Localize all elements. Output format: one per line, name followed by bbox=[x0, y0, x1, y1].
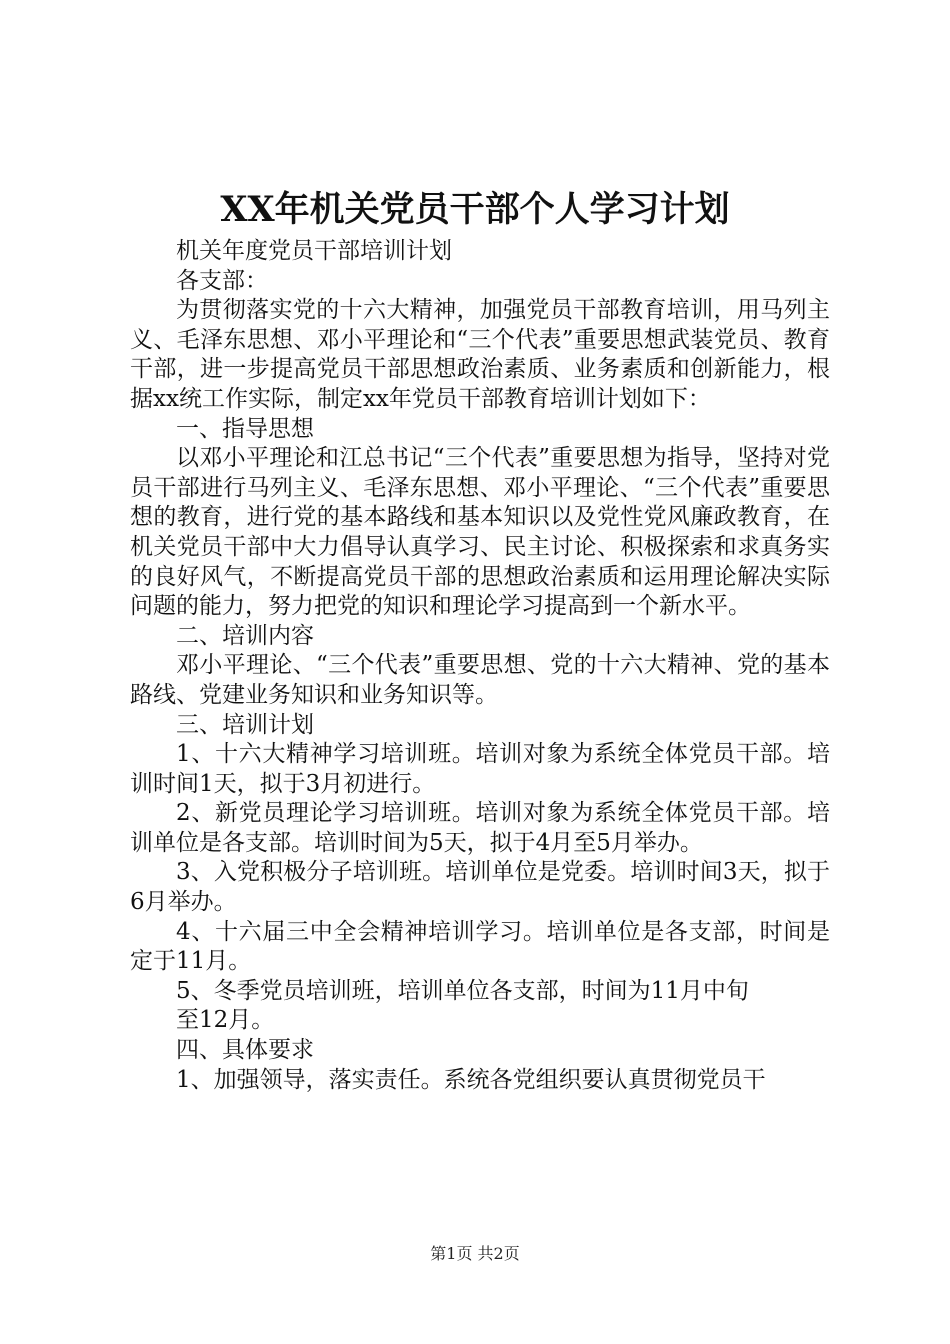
section-heading-1: 一、指导思想 bbox=[176, 415, 314, 442]
requirement-item-1: 1、加强领导，落实责任。系统各党组织要认真贯彻党员干 bbox=[176, 1066, 766, 1093]
paragraph-training-content: 邓小平理论、“三个代表”重要思想、党的十六大精神、党的基本路线、党建业务知识和业务知识等。 bbox=[130, 652, 830, 708]
paragraph-subtitle: 机关年度党员干部培训计划 bbox=[176, 238, 452, 264]
paragraph-intro: 为贯彻落实党的十六大精神，加强党员干部教育培训，用马列主义、毛泽东思想、邓小平理论和“三个代表”重要思想武装党员、教育干部，进一步提高党员干部思想政治素质、业务素质和创新能力，根据xx统工作实际，制定xx年党员干部教育培训计划如下： bbox=[130, 297, 830, 412]
section-heading-2: 二、培训内容 bbox=[176, 622, 314, 649]
document-title: XX年机关党员干部个人学习计划 bbox=[220, 189, 730, 230]
paragraph-guiding-ideology: 以邓小平理论和江总书记“三个代表”重要思想为指导，坚持对党员干部进行马列主义、毛泽东思想、邓小平理论、“三个代表”重要思想的教育，进行党的基本路线和基本知识以及党性党风廉政教育，在机关党员干部中大力倡导认真学习、民主讨论、积极探索和求真务实的良好风气，不断提高党员干部的思想政治素质和运用理论解决实际问题的能力，努力把党的知识和理论学习提高到一个新水平。 bbox=[130, 445, 830, 620]
plan-item-4: 4、十六届三中全会精神培训学习。培训单位是各支部，时间是定于11月。 bbox=[130, 918, 830, 975]
plan-item-5: 5、冬季党员培训班，培训单位各支部，时间为11月中旬 bbox=[176, 977, 749, 1004]
plan-item-5-continued: 至12月。 bbox=[176, 1007, 275, 1034]
plan-item-2: 2、新党员理论学习培训班。培训对象为系统全体党员干部。培训单位是各支部。培训时间为5天，拟于4月至5月举办。 bbox=[130, 800, 830, 856]
section-heading-4: 四、具体要求 bbox=[176, 1037, 314, 1064]
page-footer: 第1页 共2页 bbox=[430, 1244, 520, 1263]
plan-item-1: 1、十六大精神学习培训班。培训对象为系统全体党员干部。培训时间1天，拟于3月初进行。 bbox=[130, 741, 830, 797]
section-heading-3: 三、培训计划 bbox=[176, 711, 314, 738]
paragraph-salutation: 各支部： bbox=[176, 267, 268, 294]
document-body bbox=[130, 237, 830, 1095]
plan-item-3: 3、入党积极分子培训班。培训单位是党委。培训时间3天，拟于6月举办。 bbox=[130, 859, 830, 916]
